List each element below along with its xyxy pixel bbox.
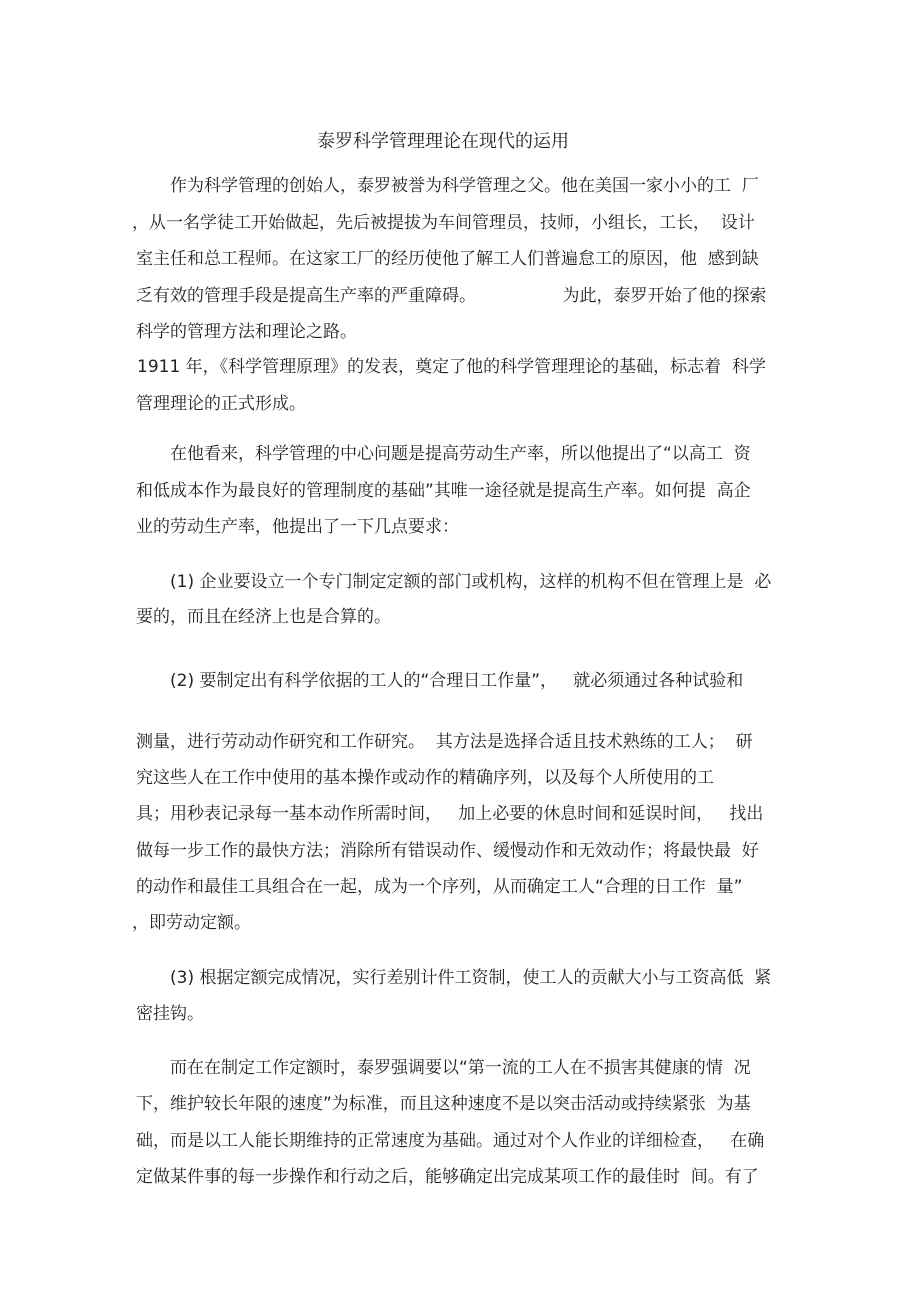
document-title: 泰罗科学管理理论在现代的运用 [317, 131, 569, 152]
paragraph-line: 管理理论的正式形成。 [136, 394, 306, 414]
paragraph-line: 业的劳动生产率，他提出了一下几点要求： [136, 517, 459, 537]
paragraph-line: 的动作和最佳工具组合在一起，成为一个序列，从而确定工人“合理的日工作 量” [136, 877, 743, 897]
paragraph-line: (2) 要制定出有科学依据的工人的“合理日工作量”， 就必须通过各种试验和 [170, 671, 744, 691]
paragraph-line: 具；用秒表记录每一基本动作所需时间， 加上必要的休息时间和延误时间， 找出 [136, 804, 764, 824]
paragraph-line: 密挂钩。 [136, 1004, 204, 1024]
paragraph-line: 础，而是以工人能长期维持的正常速度为基础。通过对个人作业的详细检查， 在确 [136, 1131, 765, 1151]
paragraph-line: 做每一步工作的最快方法；消除所有错误动作、缓慢动作和无效动作；将最快最 好 [136, 841, 759, 861]
paragraph-line: 要的，而且在经济上也是合算的。 [136, 607, 391, 627]
paragraph-line: 定做某件事的每一步操作和行动之后，能够确定出完成某项工作的最佳时 间。有了 [136, 1167, 759, 1187]
paragraph-line: 在他看来，科学管理的中心问题是提高劳动生产率，所以他提出了“以高工 资 [170, 444, 751, 464]
paragraph-line: 室主任和总工程师。在这家工厂的经历使他了解工人们普遍怠工的原因，他 感到缺 [136, 249, 759, 269]
paragraph-line: ，即劳动定额。 [132, 913, 251, 933]
paragraph-line: (1) 企业要设立一个专门制定定额的部门或机构，这样的机构不但在管理上是 必 [170, 572, 772, 592]
paragraph-line: ，从一名学徒工开始做起，先后被提拔为车间管理员，技师，小组长，工长， 设计 [132, 213, 755, 233]
paragraph-line: 作为科学管理的创始人，泰罗被誉为科学管理之父。他在美国一家小小的工 厂 [170, 176, 759, 196]
paragraph-line: 而在在制定工作定额时，泰罗强调要以“第一流的工人在不损害其健康的情 况 [170, 1058, 751, 1078]
paragraph-line: (3) 根据定额完成情况，实行差别计件工资制，使工人的贡献大小与工资高低 紧 [170, 968, 772, 988]
paragraph-line: 和低成本作为最良好的管理制度的基础”其唯一途径就是提高生产率。如何提 高企 [136, 481, 751, 501]
paragraph-line: 1911 年，《科学管理原理》的发表，奠定了他的科学管理理论的基础，标志着 科学 [137, 357, 766, 377]
paragraph-line: 下，维护较长年限的速度”为标准，而且这种速度不是以突击活动或持续紧张 为基 [136, 1094, 751, 1114]
paragraph-line: 究这些人在工作中使用的基本操作或动作的精确序列，以及每个人所使用的工 [136, 768, 714, 788]
paragraph-line: 科学的管理方法和理论之路。 [136, 322, 357, 342]
paragraph-line: 乏有效的管理手段是提高生产率的严重障碍。 为此，泰罗开始了他的探索 [136, 286, 767, 306]
paragraph-line: 测量，进行劳动动作研究和工作研究。 其方法是选择合适且技术熟练的工人； 研 [136, 732, 753, 752]
